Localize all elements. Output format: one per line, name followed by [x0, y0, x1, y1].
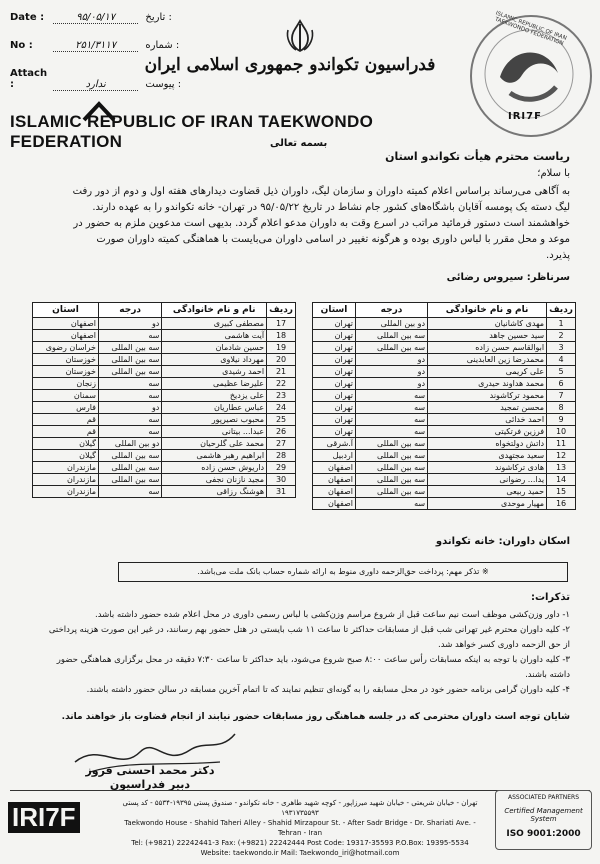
row-province: مازندران: [33, 486, 99, 498]
note-item: ۱- داور وزن‌کشی موظف است نیم ساعت قبل از شروع مراسم وزن‌کشی با لباس رسمی داوری در محل اعلام شده حضور داشته باشد.: [95, 610, 570, 620]
table-row: [33, 462, 296, 474]
row-province: تهران: [313, 354, 356, 366]
table-row: [33, 354, 296, 366]
note-item: ۲- کلیه داوران محترم غیر تهرانی شب قبل از مسابقات حداکثر تا ساعت ۱۱ شب بایستی در هتل حضور بهم رسانند، در غیر این صورت هزینه پرداختی از حق الزحمه داوری کسر خواهد شد.: [48, 625, 570, 650]
row-grade: سه بین المللی: [98, 450, 161, 462]
row-name: مجید نازنان نجفی: [162, 474, 267, 486]
row-num: 2: [547, 330, 576, 342]
federation-title-en-text: ISLAMIC REPUBLIC OF IRAN TAEKWONDO FEDERATION: [10, 112, 374, 151]
footer-address-en: Taekwondo House - Shahid Taheri Alley - Shahid Mirzapour St. - After Sadr Bridge - Dr. Shariati Ave. - Tehran - Iran: [124, 819, 476, 837]
row-name: علی یزدیخ: [162, 390, 267, 402]
row-name: آیت هاشمی: [162, 330, 267, 342]
row-num: 3: [547, 342, 576, 354]
row-grade: دو: [98, 402, 161, 414]
row-grade: سه بین المللی: [98, 462, 161, 474]
signatory-title: دبیر فدراسیون: [109, 778, 191, 791]
row-province: خوزستان: [33, 354, 99, 366]
row-name: ابراهیم رهبر هاشمی: [162, 450, 267, 462]
footer-info: [120, 798, 480, 858]
row-province: خوزستان: [33, 366, 99, 378]
row-name: عباس عطاریان: [162, 402, 267, 414]
row-grade: سه: [356, 498, 428, 510]
notes-title: تذکرات:: [530, 592, 570, 603]
row-province: سمنان: [33, 390, 99, 402]
table-row: [33, 390, 296, 402]
row-name: مهرداد نیلاوی: [162, 354, 267, 366]
iran-emblem-icon: [282, 18, 318, 54]
col-name: نام و نام خانوادگی: [428, 303, 547, 318]
row-province: آ.شرقی: [313, 438, 356, 450]
logo-ring-text: ISLAMIC REPUBLIC OF IRAN TAEKWONDO FEDERATION: [493, 10, 568, 48]
chevron-mark-icon: [82, 100, 116, 126]
stamp-iso-text: ISO 9001:2000: [506, 829, 581, 839]
row-name: احمد خدائی: [428, 414, 547, 426]
table-row: [313, 438, 576, 450]
date-value: ۹۵/۰۵/۱۷: [53, 12, 138, 24]
row-num: 21: [267, 366, 296, 378]
row-province: اصفهان: [313, 462, 356, 474]
stamp-middle-text: Certified Management System: [504, 807, 583, 823]
table-row: [33, 378, 296, 390]
col-num: ردیف: [267, 303, 296, 318]
row-name: محمدرضا زین العابدینی: [428, 354, 547, 366]
referee-table-right: [312, 302, 576, 510]
row-province: گیلان: [33, 450, 99, 462]
row-name: حمید ربیعی: [428, 486, 547, 498]
note-item: ۴- کلیه داوران گرامی برنامه حضور خود در محل مسابقه را به گونه‌ای تنظیم نمایند که تا اتمام آخرین مسابقه در سالن حضور داشته باشند.: [86, 685, 570, 695]
footer-web: Website: taekwondo.ir Mail: Taekwondo_iri@hotmail.com: [200, 849, 400, 857]
row-name: یدا... رضوانی: [428, 474, 547, 486]
col-province: استان: [313, 303, 356, 318]
row-num: 12: [547, 450, 576, 462]
row-grade: سه بین المللی: [356, 342, 428, 354]
row-province: تهران: [313, 378, 356, 390]
row-num: 11: [547, 438, 576, 450]
row-province: قم: [33, 426, 99, 438]
row-grade: دو بین المللی: [98, 438, 161, 450]
col-grade: درجه: [356, 303, 428, 318]
row-num: 15: [547, 486, 576, 498]
row-grade: سه بین المللی: [356, 462, 428, 474]
row-name: مصطفی کبیری: [162, 318, 267, 330]
row-grade: سه بین المللی: [98, 342, 161, 354]
final-warning: شایان توجه است داوران محترمی که در جلسه هماهنگی روز مسابقات حضور نیابند از انجام قضاوت باز خواهند ماند.: [61, 712, 570, 722]
row-name: هادی ترکاشوند: [428, 462, 547, 474]
table-row: [33, 474, 296, 486]
table-row: [33, 342, 296, 354]
table-row: [33, 318, 296, 330]
row-name: داریوش حسن زاده: [162, 462, 267, 474]
row-grade: دو بین المللی: [356, 318, 428, 330]
row-num: 29: [267, 462, 296, 474]
row-grade: سه: [356, 414, 428, 426]
row-name: سید حسین جاهد: [428, 330, 547, 342]
federation-title-fa: فدراسیون تکواندو جمهوری اسلامی ایران: [144, 55, 436, 75]
row-num: 4: [547, 354, 576, 366]
row-num: 17: [267, 318, 296, 330]
row-grade: سه: [98, 390, 161, 402]
row-grade: سه بین المللی: [356, 474, 428, 486]
table-row: [313, 402, 576, 414]
row-province: فارس: [33, 402, 99, 414]
basmala: بسمه تعالی: [270, 138, 328, 149]
row-num: 8: [547, 402, 576, 414]
table-row: [313, 330, 576, 342]
row-name: علیرضا عظیمی: [162, 378, 267, 390]
table-row: [313, 450, 576, 462]
table-row: [33, 438, 296, 450]
row-province: اصفهان: [313, 474, 356, 486]
row-grade: سه بین المللی: [356, 330, 428, 342]
row-province: تهران: [313, 342, 356, 354]
row-grade: سه: [98, 486, 161, 498]
row-grade: دو: [98, 318, 161, 330]
table-row: [313, 426, 576, 438]
notes-list: [40, 608, 570, 698]
row-name: هوشنگ رزاقی: [162, 486, 267, 498]
row-province: اصفهان: [313, 486, 356, 498]
table-row: [313, 486, 576, 498]
row-grade: دو: [356, 354, 428, 366]
table-row: [33, 486, 296, 498]
table-header-row: [33, 303, 296, 318]
row-province: اصفهان: [313, 498, 356, 510]
attach-label-fa: پیوست :: [145, 79, 182, 90]
table-row: [313, 390, 576, 402]
row-province: تهران: [313, 426, 356, 438]
table-header-row: [313, 303, 576, 318]
row-name: مهیار موحدی: [428, 498, 547, 510]
row-name: محسن تمجید: [428, 402, 547, 414]
row-grade: سه بین المللی: [98, 366, 161, 378]
row-grade: سه: [98, 378, 161, 390]
row-num: 25: [267, 414, 296, 426]
row-num: 6: [547, 378, 576, 390]
row-province: تهران: [313, 330, 356, 342]
row-num: 19: [267, 342, 296, 354]
row-num: 14: [547, 474, 576, 486]
row-province: مازندران: [33, 474, 99, 486]
table-row: [313, 414, 576, 426]
row-province: تهران: [313, 318, 356, 330]
number-row: [10, 40, 179, 52]
row-num: 9: [547, 414, 576, 426]
table-row: [33, 414, 296, 426]
stamp-top-text: ASSOCIATED PARTNERS: [507, 794, 580, 801]
row-name: محمد علی گلرحیان: [162, 438, 267, 450]
row-num: 27: [267, 438, 296, 450]
row-num: 13: [547, 462, 576, 474]
row-name: محمود ترکاشوند: [428, 390, 547, 402]
row-grade: دو: [356, 378, 428, 390]
recipient: ریاست محترم هیأت تکواندو استان: [385, 150, 570, 163]
row-grade: سه بین المللی: [98, 354, 161, 366]
attach-value: ندارد: [53, 79, 138, 91]
row-province: تهران: [313, 366, 356, 378]
row-grade: سه: [356, 390, 428, 402]
logo-mark: IRI7F: [508, 111, 542, 122]
table-row: [313, 366, 576, 378]
row-province: تهران: [313, 414, 356, 426]
table-row: [313, 462, 576, 474]
row-grade: سه: [98, 330, 161, 342]
greeting: با سلام؛: [537, 168, 570, 179]
footer-address-fa: تهران - خیابان شریعتی - خیابان شهید میرزاپور - کوچه شهید طاهری - خانه تکواندو - صندوق پستی ۱۹۳۹۵-۵۵۳۴ - کد پستی ۱۹۳۱۷۳۵۵۹۳: [122, 799, 478, 817]
col-name: نام و نام خانوادگی: [162, 303, 267, 318]
row-grade: دو: [356, 366, 428, 378]
table-row: [313, 378, 576, 390]
table-row: [313, 318, 576, 330]
number-label-fa: شماره :: [145, 40, 180, 51]
table-row: [33, 366, 296, 378]
row-num: 16: [547, 498, 576, 510]
row-num: 18: [267, 330, 296, 342]
table-row: [313, 354, 576, 366]
row-name: داتش دولتخواه: [428, 438, 547, 450]
row-name: ابوالقاسم حسن زاده: [428, 342, 547, 354]
row-num: 10: [547, 426, 576, 438]
row-province: اردبیل: [313, 450, 356, 462]
footer-logo: IRI7F: [8, 802, 80, 833]
row-num: 24: [267, 402, 296, 414]
row-num: 22: [267, 378, 296, 390]
row-province: زنجان: [33, 378, 99, 390]
col-province: استان: [33, 303, 99, 318]
row-num: 28: [267, 450, 296, 462]
col-num: ردیف: [547, 303, 576, 318]
table-row: [33, 426, 296, 438]
table-row: [33, 450, 296, 462]
row-grade: سه: [356, 426, 428, 438]
date-row: [10, 12, 172, 24]
date-label: Date :: [10, 12, 45, 23]
row-num: 31: [267, 486, 296, 498]
row-name: سعید مجتهدی: [428, 450, 547, 462]
row-name: عبدا... بیتانی: [162, 426, 267, 438]
head-referee: سرناظر: سیروس رضائی: [446, 272, 570, 283]
row-name: محمد هداوند حیدری: [428, 378, 547, 390]
table-row: [313, 498, 576, 510]
row-name: فرزین فرتکیتی: [428, 426, 547, 438]
row-name: مهدی کاشانیان: [428, 318, 547, 330]
date-label-fa: تاریخ :: [145, 12, 172, 23]
footer-phone: Tel: (+9821) 22242441-3 Fax: (+9821) 22242444 Post Code: 19317-35593 P.O.Box: 19395-5534: [131, 839, 469, 847]
referee-table-left: [32, 302, 296, 498]
row-province: تهران: [313, 390, 356, 402]
row-grade: سه: [98, 414, 161, 426]
row-province: اصفهان: [33, 330, 99, 342]
row-province: تهران: [313, 402, 356, 414]
row-grade: سه بین المللی: [356, 450, 428, 462]
row-grade: سه بین المللی: [356, 438, 428, 450]
important-note: ※ تذکر مهم: پرداخت حق‌الزحمه داوری منوط به ارائه شماره حساب بانک ملت می‌باشد.: [118, 562, 568, 582]
number-label: No :: [10, 40, 33, 51]
table-row: [33, 330, 296, 342]
row-num: 5: [547, 366, 576, 378]
row-grade: سه: [356, 402, 428, 414]
table-row: [33, 402, 296, 414]
note-item: ۳- کلیه داوران با توجه به اینکه مسابقات رأس ساعت ۸:۰۰ صبح شروع می‌شود، باید حداکثر تا ساعت ۷:۳۰ دقیقه در محل برگزاری هماهنگی حضور داشته باشند.: [56, 655, 570, 680]
venue: اسکان داوران: خانه تکواندو: [435, 536, 570, 547]
row-grade: سه بین المللی: [98, 474, 161, 486]
row-grade: سه بین المللی: [356, 486, 428, 498]
row-num: 20: [267, 354, 296, 366]
row-num: 7: [547, 390, 576, 402]
row-province: مازندران: [33, 462, 99, 474]
row-num: 30: [267, 474, 296, 486]
iso-certification-stamp: [495, 790, 592, 850]
row-name: محبوب نصیرپور: [162, 414, 267, 426]
table-row: [313, 474, 576, 486]
row-province: قم: [33, 414, 99, 426]
row-num: 26: [267, 426, 296, 438]
row-num: 23: [267, 390, 296, 402]
letter-body: به آگاهی می‌رساند براساس اعلام کمیته داوران و سازمان لیگ، داوران ذیل قضاوت دیدارهای هفته اول و دوم از دور رفت لیگ دسته یک پومسه آقایان باشگاه‌های کشور جام نشاط در تاریخ ۹۵/۰۵/۲۲ در تهران- خانه تکواندو را به عهده دارند. خواهشمند است دستور فرمائید مراتب در اسرع وقت به داوران مدعو اعلام گردد. بدیهی است مدعوین ملزم به حضور در موعد و محل مقرر با لباس داوری بوده و هرگونه تغییر در اسامی داوران می‌بایست با هماهنگی کمیته داوران صورت پذیرد.: [72, 186, 570, 261]
signatory-name: دکتر محمد احسنی فروز: [85, 764, 215, 777]
table-row: [313, 342, 576, 354]
col-grade: درجه: [98, 303, 161, 318]
attach-label: Attach :: [10, 68, 48, 90]
row-name: احمد رشیدی: [162, 366, 267, 378]
row-num: 1: [547, 318, 576, 330]
row-province: خراسان رضوی: [33, 342, 99, 354]
number-value: ۲۵۱/۳۱۱۷: [53, 40, 138, 52]
row-grade: سه: [98, 426, 161, 438]
row-province: اصفهان: [33, 318, 99, 330]
row-name: علی کریمی: [428, 366, 547, 378]
row-name: حسین شادمان: [162, 342, 267, 354]
row-province: گیلان: [33, 438, 99, 450]
